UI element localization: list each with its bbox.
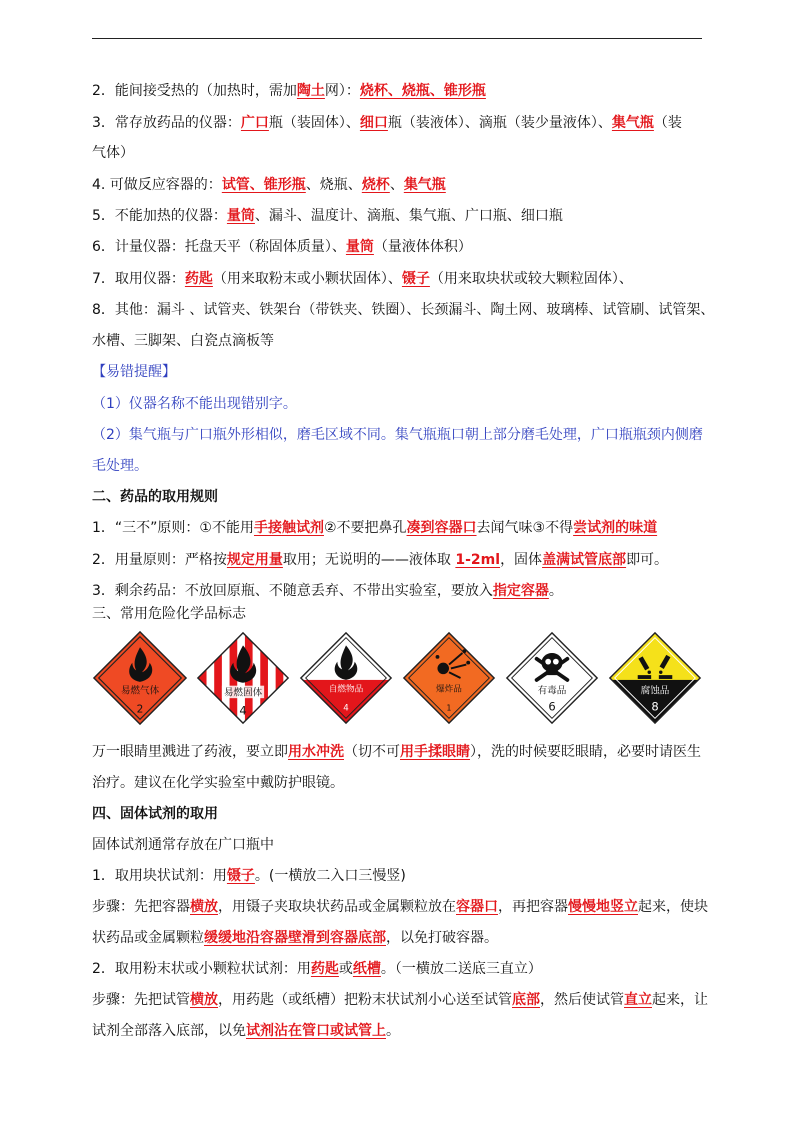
text-segment: ，用药匙（或纸槽）把粉末状试剂小心送至试管 — [218, 992, 512, 1008]
text-line-tip2 — [92, 425, 704, 445]
text-segment: 试剂全部落入底部，以免 — [92, 1023, 246, 1039]
text-segment: 治疗。建议在化学实验室中戴防护眼镜。 — [92, 775, 344, 791]
text-segment: 瓶（装液体）、滴瓶（装少量液体）、 — [387, 115, 612, 131]
key-term: 广口 — [240, 115, 269, 131]
text-segment: 。 — [386, 1023, 400, 1039]
text-line-f2a — [92, 990, 708, 1010]
key-term: 量筒 — [345, 239, 374, 255]
key-term: 慢慢地竖立 — [568, 899, 638, 915]
text-segment: （装 — [653, 115, 682, 131]
text-segment: 起来，使块 — [638, 899, 708, 915]
text-segment: 固体试剂通常存放在广口瓶中 — [92, 837, 274, 853]
text-segment: 、 — [389, 177, 404, 193]
text-line-l8 — [92, 300, 715, 320]
text-line-e1 — [92, 742, 704, 762]
text-segment: 2．能间接受热的（加热时，需加 — [92, 83, 297, 99]
sign-corrosive — [607, 630, 703, 726]
key-term: 细口 — [359, 115, 388, 131]
text-segment: 、烧瓶、 — [305, 177, 362, 193]
key-term: 手接触试剂 — [253, 520, 324, 536]
text-line-l3 — [92, 113, 704, 133]
key-term: 烧杯 — [361, 177, 390, 193]
text-segment: 4. 可做反应容器的： — [92, 177, 222, 193]
key-term: 用手揉眼睛 — [400, 744, 470, 760]
text-segment: ②不要把鼻孔 — [323, 520, 407, 536]
sign-number: 8 — [651, 699, 659, 714]
sign-flammable-gas — [92, 630, 188, 726]
text-segment: 水槽、三脚架、白瓷点滴板等 — [92, 333, 274, 349]
sign-number: 2 — [136, 703, 144, 716]
key-term: 1-2ml — [455, 552, 501, 568]
key-term: 药匙 — [310, 961, 339, 977]
text-line-tip — [92, 362, 704, 382]
key-term: 凑到容器口 — [406, 520, 477, 536]
text-segment: ，再把容器 — [498, 899, 568, 915]
sign-number: 1 — [446, 703, 452, 713]
sign-label: 腐蚀品 — [640, 685, 670, 697]
sign-explosive — [401, 630, 497, 726]
key-term: 用水冲洗 — [288, 744, 344, 760]
text-segment: 8．其他：漏斗 、试管夹、铁架台（带铁夹、铁圈）、长颈漏斗、陶土网、玻璃棒、试管刷、试管架、 — [92, 302, 715, 318]
text-line-s2 — [92, 487, 704, 507]
text-segment: 3．常存放药品的仪器： — [92, 115, 241, 131]
text-segment: 。（一横放二送底三直立） — [380, 961, 542, 977]
text-segment: 网）： — [324, 83, 360, 99]
text-line-f0 — [92, 835, 704, 855]
sign-number: 4 — [239, 703, 247, 718]
key-term: 底部 — [512, 992, 540, 1008]
text-segment: 2．取用粉末状或小颗粒状试剂：用 — [92, 961, 311, 977]
sign-spontaneous-combustion — [298, 630, 394, 726]
text-segment: （1）仪器名称不能出现错别字。 — [92, 396, 297, 412]
text-line-f1 — [92, 866, 704, 886]
text-segment: ，然后使试管 — [540, 992, 624, 1008]
text-segment: 5．不能加热的仪器： — [92, 208, 227, 224]
text-segment: 瓶（装固体）、 — [268, 115, 360, 131]
key-term: 纸槽 — [352, 961, 381, 977]
text-segment: 1．取用块状试剂：用 — [92, 868, 227, 884]
header-rule — [92, 38, 702, 39]
text-line-s4 — [92, 804, 704, 824]
key-term: 横放 — [190, 992, 218, 1008]
sign-label: 有毒品 — [537, 685, 567, 697]
text-segment: 。(一横放二入口三慢竖) — [254, 868, 406, 884]
text-line-tip1 — [92, 394, 704, 414]
key-term: 试管、锥形瓶 — [221, 177, 306, 193]
text-segment: ），洗的时候要眨眼睛，必要时请医生 — [470, 744, 701, 760]
text-line-r1 — [92, 518, 704, 538]
sign-flammable-solid — [195, 630, 291, 726]
text-segment: 2．用量原则：严格按 — [92, 552, 227, 568]
key-term: 盖满试管底部 — [542, 552, 627, 568]
text-segment: 、漏斗、温度计、滴瓶、集气瓶、广口瓶、细口瓶 — [254, 208, 563, 224]
text-segment: 二、药品的取用规则 — [92, 489, 218, 505]
key-term: 集气瓶 — [403, 177, 446, 193]
text-segment: ，以免打破容器。 — [386, 930, 498, 946]
text-line-f2b — [92, 1021, 704, 1041]
text-segment: （2）集气瓶与广口瓶外形相似，磨毛区域不同。集气瓶瓶口朝上部分磨毛处理，广口瓶瓶颈内侧磨 — [92, 427, 703, 443]
key-term: 镊子 — [226, 868, 255, 884]
text-line-s3 — [92, 604, 704, 624]
text-line-l2 — [92, 81, 704, 101]
text-segment: （量液体体积） — [373, 239, 472, 255]
text-segment: 7．取用仪器： — [92, 271, 185, 287]
key-term: 试剂沾在管口或试管上 — [246, 1023, 386, 1039]
text-segment: 万一眼睛里溅进了药液，要立即 — [92, 744, 288, 760]
sign-toxic — [504, 630, 600, 726]
key-term: 指定容器 — [492, 583, 549, 599]
text-segment: 【易错提醒】 — [92, 364, 176, 380]
sign-label: 爆炸品 — [436, 684, 462, 695]
text-line-r3 — [92, 581, 704, 601]
text-line-l4 — [92, 175, 704, 195]
text-segment: 取用；无说明的——液体取 — [282, 552, 456, 568]
sign-label: 易燃固体 — [223, 687, 263, 699]
key-term: 烧杯、烧瓶、锥形瓶 — [359, 83, 486, 99]
key-term: 横放 — [190, 899, 218, 915]
sign-label: 易燃气体 — [120, 685, 160, 697]
key-term: 直立 — [624, 992, 652, 1008]
key-term: 缓缓地沿容器壁滑到容器底部 — [204, 930, 386, 946]
text-segment: 四、固体试剂的取用 — [92, 806, 218, 822]
text-line-r2 — [92, 550, 704, 570]
text-segment: （用来取粉末或小颗状固体）、 — [212, 271, 402, 287]
key-term: 容器口 — [456, 899, 498, 915]
key-term: 药匙 — [184, 271, 213, 287]
key-term: 尝试剂的味道 — [573, 520, 658, 536]
text-segment: 。 — [548, 583, 563, 599]
text-line-l6 — [92, 237, 704, 257]
text-line-f1a — [92, 897, 708, 917]
sign-label: 自燃物品 — [328, 684, 364, 695]
text-line-l5 — [92, 206, 704, 226]
sign-number: 6 — [548, 699, 556, 714]
sign-number: 4 — [343, 703, 349, 714]
text-segment: 1．“三不”原则：①不能用 — [92, 520, 254, 536]
text-segment: 步骤：先把试管 — [92, 992, 190, 1008]
text-segment: 毛处理。 — [92, 458, 148, 474]
key-term: 规定用量 — [226, 552, 283, 568]
text-segment: 三、常用危险化学品标志 — [92, 606, 246, 622]
key-term: 陶土 — [296, 83, 325, 99]
text-segment: 或 — [338, 961, 353, 977]
text-segment: 3．剩余药品：不放回原瓶、不随意丢弃、不带出实验室，要放入 — [92, 583, 493, 599]
text-segment: （切不可 — [344, 744, 400, 760]
text-segment: 即可。 — [626, 552, 669, 568]
text-segment: （用来取块状或较大颗粒固体）、 — [429, 271, 633, 287]
text-segment: 去闻气味③不得 — [476, 520, 574, 536]
hazard-signs-row — [92, 630, 704, 732]
key-term: 量筒 — [226, 208, 255, 224]
text-segment: ，用镊子夹取块状药品或金属颗粒放在 — [218, 899, 456, 915]
text-line-tip2b — [92, 456, 704, 476]
text-line-l3b — [92, 143, 704, 163]
text-segment: 6．计量仪器：托盘天平（称固体质量）、 — [92, 239, 346, 255]
text-segment: 步骤：先把容器 — [92, 899, 190, 915]
text-line-f1b — [92, 928, 704, 948]
text-segment: 气体） — [92, 145, 134, 161]
text-line-l7 — [92, 269, 704, 289]
text-line-f2 — [92, 959, 704, 979]
text-segment: 起来，让 — [652, 992, 708, 1008]
key-term: 集气瓶 — [611, 115, 654, 131]
key-term: 镊子 — [401, 271, 430, 287]
text-segment: ，固体 — [500, 552, 543, 568]
text-segment: 状药品或金属颗粒 — [92, 930, 204, 946]
text-line-l8b — [92, 331, 704, 351]
text-line-e2 — [92, 773, 704, 793]
